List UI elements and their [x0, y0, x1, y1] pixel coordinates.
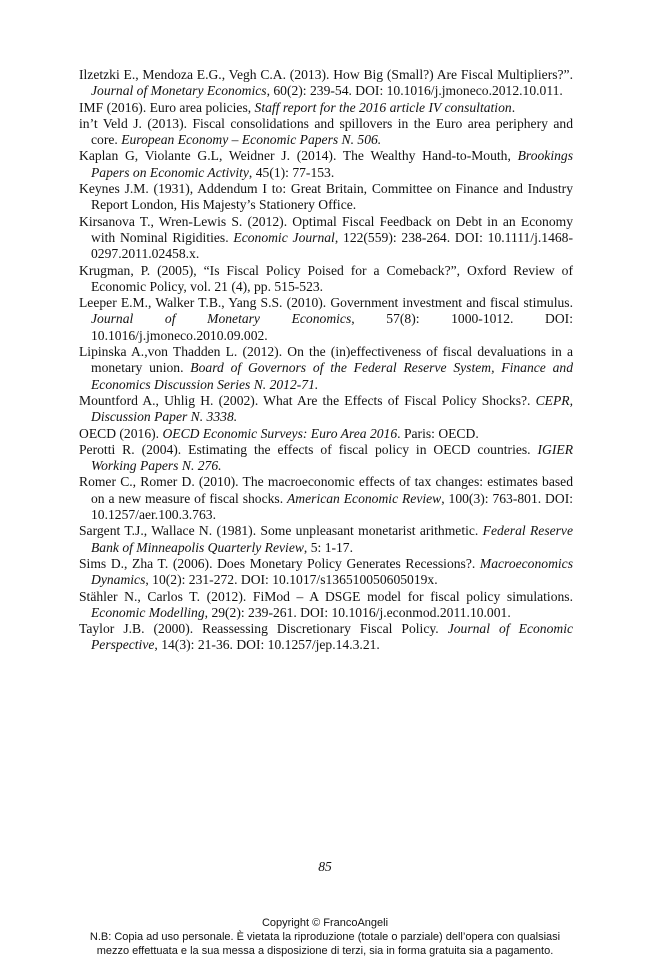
notice-line-2: mezzo effettuata e la sua messa a disposizione di terzi, sia in forma gratuita sia a pagamento.: [96, 945, 554, 957]
reference-list: [79, 67, 573, 654]
reference-entry: Romer C., Romer D. (2010). The macroeconomic effects of tax changes: estimates based on a new measure of fiscal shocks. American Economic Review, 100(3): 763-801. DOI: 10.1257/aer.100.3.763.: [79, 474, 573, 523]
reference-entry: Lipinska A.,von Thadden L. (2012). On the (in)effectiveness of fiscal devaluations in a monetary union. Board of Governors of the Federal Reserve System, Finance and Economics Discussion Series N. 2012-71.: [79, 344, 573, 392]
reference-entry: Ilzetzki E., Mendoza E.G., Vegh C.A. (2013). How Big (Small?) Are Fiscal Multipliers?”. Journal of Monetary Economics, 60(2): 239-54. DOI: 10.1016/j.jmoneco.2012.10.011.: [79, 67, 573, 99]
reference-entry: Taylor J.B. (2000). Reassessing Discretionary Fiscal Policy. Journal of Economic Perspective, 14(3): 21-36. DOI: 10.1257/jep.14.3.21.: [79, 621, 573, 653]
reference-entry: Leeper E.M., Walker T.B., Yang S.S. (2010). Government investment and fiscal stimulus. Journal of Monetary Economics, 57(8): 1000-1012. DOI: 10.1016/j.jmoneco.2010.09.002.: [79, 295, 573, 343]
reference-entry: Perotti R. (2004). Estimating the effects of fiscal policy in OECD countries. IGIER Working Papers N. 276.: [79, 441, 573, 474]
reference-entry: Kirsanova T., Wren-Lewis S. (2012). Optimal Fiscal Feedback on Debt in an Economy with Nominal Rigidities. Economic Journal, 122(559): 238-264. DOI: 10.1111/j.1468-0297.2011.02458.x.: [79, 213, 573, 262]
reference-entry: Stähler N., Carlos T. (2012). FiMod – A DSGE model for fiscal policy simulations. Economic Modelling, 29(2): 239-261. DOI: 10.1016/j.econmod.2011.10.001.: [79, 588, 573, 620]
reference-entry: OECD (2016). OECD Economic Surveys: Euro Area 2016. Paris: OECD.: [79, 425, 479, 441]
reference-entry: Keynes J.M. (1931), Addendum I to: Great Britain, Committee on Finance and Industry Report London, His Majesty’s Stationery Office.: [79, 181, 573, 213]
page-number: 85: [318, 859, 332, 874]
copyright-footer: [0, 916, 650, 958]
reference-entry: IMF (2016). Euro area policies, Staff report for the 2016 article IV consultation.: [79, 99, 516, 115]
reference-entry: Sims D., Zha T. (2006). Does Monetary Policy Generates Recessions?. Macroeconomics Dynamics, 10(2): 231-272. DOI: 10.1017/s136510050605019x.: [79, 555, 573, 588]
notice-line-1: N.B: Copia ad uso personale. È vietata la riproduzione (totale o parziale) dell’opera con qualsiasi: [89, 931, 561, 943]
reference-entry: in’t Veld J. (2013). Fiscal consolidations and spillovers in the Euro area periphery and core. European Economy – Economic Papers N. 506.: [79, 115, 573, 148]
reference-entry: Sargent T.J., Wallace N. (1981). Some unpleasant monetarist arithmetic. Federal Reserve Bank of Minneapolis Quarterly Review, 5: 1-17.: [79, 523, 574, 555]
copyright-line: Copyright © FrancoAngeli: [261, 917, 389, 929]
reference-entry: Mountford A., Uhlig H. (2002). What Are the Effects of Fiscal Policy Shocks?. CEPR, Discussion Paper N. 3338.: [79, 392, 573, 425]
reference-entry: Kaplan G, Violante G.L, Weidner J. (2014). The Wealthy Hand-to-Mouth, Brookings Papers on Economic Activity, 45(1): 77-153.: [79, 148, 573, 180]
reference-entry: Krugman, P. (2005), “Is Fiscal Policy Poised for a Comeback?”, Oxford Review of Economic Policy, vol. 21 (4), pp. 515-523.: [79, 262, 573, 294]
